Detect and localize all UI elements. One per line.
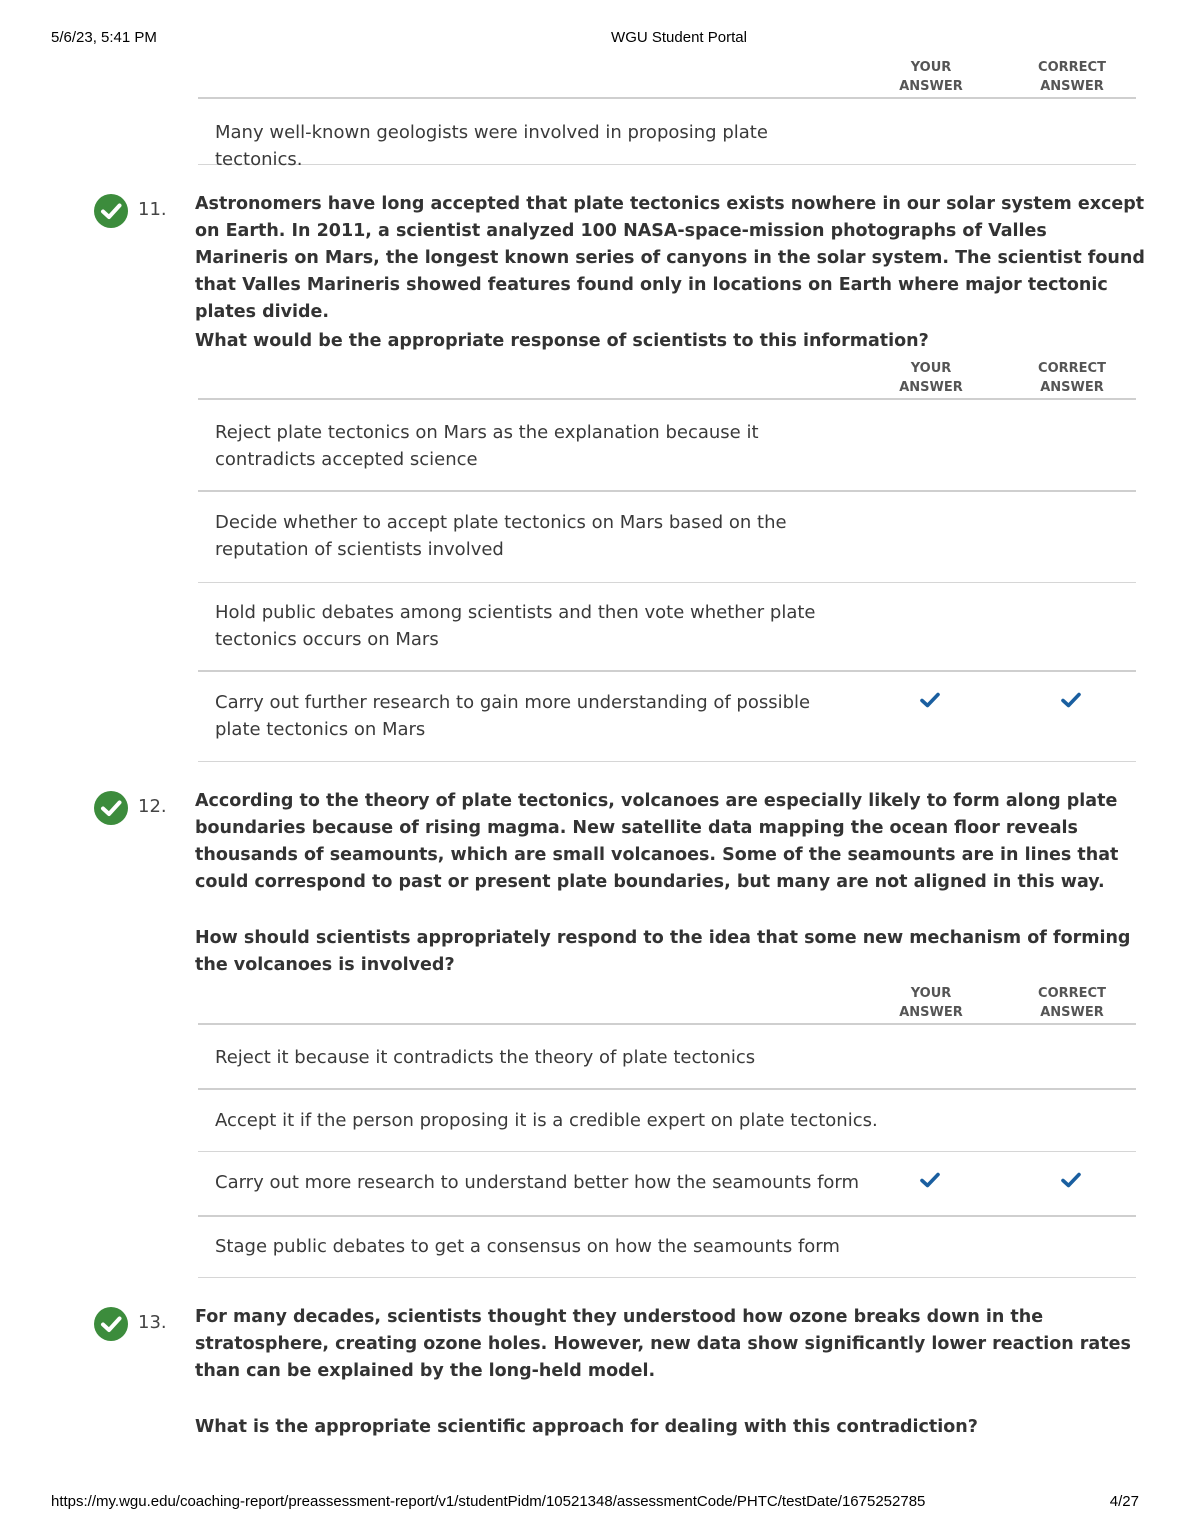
- your-answer-heading: YOUR ANSWER: [899, 361, 963, 395]
- option-text: Reject it because it contradicts the theory of plate tectonics: [215, 1047, 756, 1068]
- option-text: Hold public debates among scientists and then vote whether plate tectonics occurs on Mars: [215, 602, 816, 650]
- question-number: 13.: [138, 1312, 167, 1333]
- print-title: WGU Student Portal: [611, 29, 747, 46]
- answer-option-row: [198, 400, 1136, 492]
- correct-badge: [94, 1307, 128, 1341]
- option-text: Many well-known geologists were involved in proposing plate tectonics.: [215, 122, 768, 170]
- check-circle-icon: [94, 194, 128, 228]
- correct-answer-heading: CORRECT ANSWER: [1038, 60, 1106, 94]
- answer-option-row: [198, 99, 1136, 170]
- print-page-number: 4/27: [1109, 1493, 1139, 1510]
- print-url: https://my.wgu.edu/coaching-report/preassessment-report/v1/studentPidm/10521348/assessmentCode/PHTC/testDate/1675252785: [51, 1493, 926, 1510]
- check-circle-icon: [94, 791, 128, 825]
- answer-option-row: [198, 1152, 1136, 1217]
- answer-option-row: [198, 672, 1136, 762]
- check-circle-icon: [94, 1307, 128, 1341]
- your-answer-checkmark-icon: [920, 692, 940, 708]
- correct-badge: [94, 194, 128, 228]
- correct-answer-checkmark-icon: [1061, 692, 1081, 708]
- answer-columns-header: [198, 359, 1136, 400]
- option-text: Accept it if the person proposing it is a credible expert on plate tectonics.: [215, 1110, 878, 1131]
- your-answer-heading: YOUR ANSWER: [899, 60, 963, 94]
- question-prompt: How should scientists appropriately respond to the idea that some new mechanism of forming the volcanoes is involved?: [195, 928, 1131, 975]
- option-text: Carry out more research to understand better how the seamounts form: [215, 1172, 860, 1193]
- correct-answer-heading: CORRECT ANSWER: [1038, 361, 1106, 395]
- option-text: Carry out further research to gain more understanding of possible plate tectonics on Mars: [215, 692, 811, 740]
- question-number: 12.: [138, 796, 167, 817]
- option-text: Decide whether to accept plate tectonics on Mars based on the reputation of scientists involved: [215, 512, 787, 560]
- correct-answer-checkmark-icon: [1061, 1172, 1081, 1188]
- question-prompt: What would be the appropriate response of scientists to this information?: [195, 331, 929, 351]
- correct-badge: [94, 791, 128, 825]
- correct-answer-heading: CORRECT ANSWER: [1038, 986, 1106, 1020]
- answer-option-row: [198, 1217, 1136, 1278]
- your-answer-heading: YOUR ANSWER: [899, 986, 963, 1020]
- question-stem: For many decades, scientists thought they understood how ozone breaks down in the stratosphere, creating ozone holes. However, new data show significantly lower reaction rates than can be explained by the long-held model.: [195, 1307, 1131, 1381]
- question-number: 11.: [138, 199, 167, 220]
- answer-columns-header: [198, 984, 1136, 1025]
- answer-option-row: [198, 492, 1136, 583]
- your-answer-checkmark-icon: [920, 1172, 940, 1188]
- question-stem: Astronomers have long accepted that plate tectonics exists nowhere in our solar system except on Earth. In 2011, a scientist analyzed 100 NASA-space-mission photographs of Valles Marineris on Mars, the longest known series of canyons in the solar system. The scientist found that Valles Marineris showed features found only in locations on Earth where major tectonic plates divide.: [195, 194, 1145, 322]
- option-text: Stage public debates to get a consensus on how the seamounts form: [215, 1236, 840, 1257]
- question-prompt: What is the appropriate scientific approach for dealing with this contradiction?: [195, 1417, 978, 1437]
- answer-option-row: [198, 583, 1136, 672]
- answer-columns-header: [198, 58, 1136, 99]
- question-stem: According to the theory of plate tectonics, volcanoes are especially likely to form along plate boundaries because of rising magma. New satellite data mapping the ocean floor reveals thousands of seamounts, which are small volcanoes. Some of the seamounts are in lines that could correspond to past or present plate boundaries, but many are not aligned in this way.: [195, 791, 1119, 892]
- answer-option-row: [198, 1025, 1136, 1090]
- print-datetime: 5/6/23, 5:41 PM: [51, 29, 157, 46]
- option-text: Reject plate tectonics on Mars as the explanation because it contradicts accepted science: [215, 422, 759, 470]
- answer-option-row: [198, 1090, 1136, 1152]
